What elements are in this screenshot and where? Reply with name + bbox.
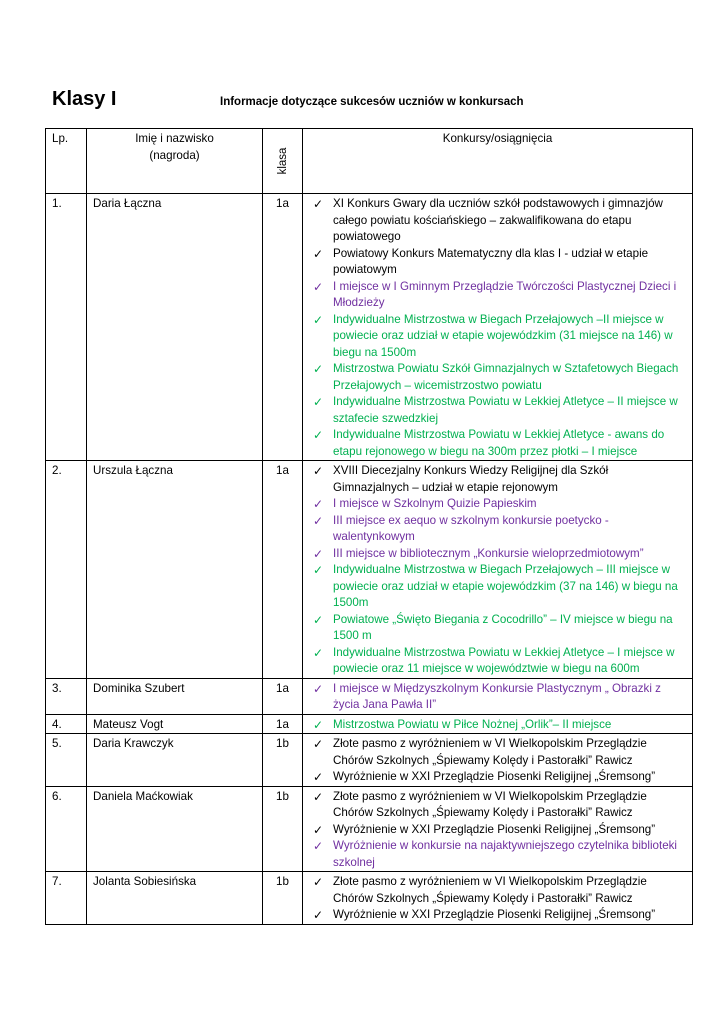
- achievement-item: [309, 681, 686, 714]
- achievements-list: [309, 463, 686, 678]
- row-student-name: Urszula Łączna: [87, 461, 263, 679]
- checkmark-icon: ✓: [313, 395, 324, 409]
- table-header-row: [46, 129, 693, 194]
- row-klasa: 1a: [263, 461, 303, 679]
- achievements-list: [309, 789, 686, 872]
- achievement-item: [309, 838, 686, 871]
- achievement-text: Indywidualne Mistrzostwa Powiatu w Lekkiej Atletyce – I miejsce w powiecie oraz 11 miejsce w województwie w biegu na 600m: [333, 645, 675, 675]
- checkmark-icon: ✓: [313, 464, 324, 478]
- row-student-name: Daria Łączna: [87, 194, 263, 461]
- achievement-text: Wyróżnienie w XXI Przeglądzie Piosenki Religijnej „Śremsong”: [333, 908, 656, 921]
- achievement-item: [309, 907, 686, 924]
- table-row: [46, 678, 693, 714]
- achievement-text: Indywidualne Mistrzostwa Powiatu w Lekkiej Atletyce – II miejsce w sztafecie szwedzkiej: [333, 395, 678, 425]
- achievement-item: [309, 394, 686, 427]
- achievement-text: I miejsce w Szkolnym Quizie Papieskim: [333, 497, 537, 510]
- achievement-text: Mistrzostwa Powiatu Szkół Gimnazjalnych w Sztafetowych Biegach Przełajowych – wicemistrzostwo powiatu: [333, 362, 679, 392]
- row-student-name: Dominika Szubert: [87, 678, 263, 714]
- checkmark-icon: ✓: [313, 822, 324, 837]
- achievements-table: [45, 128, 693, 925]
- checkmark-icon: ✓: [313, 770, 324, 784]
- achievement-text: Złote pasmo z wyróżnieniem w VI Wielkopolskim Przeglądzie Chórów Szkolnych „Śpiewamy Kolędy i Pastorałki” Rawicz: [333, 737, 647, 767]
- row-lp: 1.: [46, 194, 87, 461]
- table-row: [46, 872, 693, 925]
- checkmark-icon: ✓: [313, 875, 324, 889]
- achievement-item: [309, 496, 686, 513]
- achievement-item: [309, 562, 686, 612]
- achievements-list: [309, 717, 686, 734]
- achievement-text: Powiatowe „Święto Biegania z Cocodrillo” – IV miejsce w biegu na 1500 m: [333, 612, 673, 642]
- row-achievements: [303, 194, 693, 461]
- row-achievements: [303, 678, 693, 714]
- checkmark-icon: ✓: [313, 279, 324, 294]
- achievement-text: Wyróżnienie w XXI Przeglądzie Piosenki Religijnej „Śremsong”: [333, 770, 656, 783]
- row-lp: 6.: [46, 786, 87, 872]
- achievement-text: Powiatowy Konkurs Matematyczny dla klas I - udział w etapie powiatowym: [333, 246, 649, 276]
- achievement-text: Wyróżnienie w konkursie na najaktywniejszego czytelnika biblioteki szkolnej: [333, 839, 678, 869]
- checkmark-icon: ✓: [313, 908, 324, 922]
- table-row: [46, 461, 693, 679]
- achievements-list: [309, 736, 686, 786]
- achievement-item: [309, 196, 686, 246]
- achievement-text: Indywidualne Mistrzostwa w Biegach Przełajowych – III miejsce w powiecie oraz udział w etapie wojewódzkim (37 na 146) w biegu na 1500m: [333, 563, 678, 609]
- achievement-text: III miejsce ex aequo w szkolnym konkursie poetycko - walentynkowym: [333, 513, 609, 543]
- achievement-item: [309, 361, 686, 394]
- row-klasa: 1b: [263, 786, 303, 872]
- row-lp: 2.: [46, 461, 87, 679]
- achievement-item: [309, 612, 686, 645]
- row-klasa: 1a: [263, 194, 303, 461]
- achievement-item: [309, 463, 686, 496]
- row-student-name: Mateusz Vogt: [87, 714, 263, 734]
- checkmark-icon: ✓: [313, 246, 324, 261]
- header-lp: Lp.: [46, 129, 87, 194]
- row-lp: 7.: [46, 872, 87, 925]
- checkmark-icon: ✓: [313, 546, 324, 561]
- achievement-text: XVIII Diecezjalny Konkurs Wiedzy Religijnej dla Szkół Gimnazjalnych – udział w etapie rejonowym: [333, 464, 609, 494]
- checkmark-icon: ✓: [313, 717, 324, 732]
- header-name: [87, 129, 263, 194]
- achievement-text: Mistrzostwa Powiatu w Piłce Nożnej „Orlik”– II miejsce: [333, 717, 612, 731]
- achievement-text: Wyróżnienie w XXI Przeglądzie Piosenki Religijnej „Śremsong”: [333, 822, 656, 836]
- row-lp: 3.: [46, 678, 87, 714]
- row-achievements: [303, 872, 693, 925]
- achievement-item: [309, 312, 686, 362]
- achievement-item: [309, 874, 686, 907]
- row-achievements: [303, 734, 693, 787]
- row-student-name: Jolanta Sobiesińska: [87, 872, 263, 925]
- achievement-item: [309, 427, 686, 460]
- row-achievements: [303, 786, 693, 872]
- achievement-text: Indywidualne Mistrzostwa Powiatu w Lekkiej Atletyce - awans do etapu rejonowego w biegu na 300m przez płotki – I miejsce: [333, 428, 665, 458]
- achievements-list: [309, 681, 686, 714]
- table-row: [46, 734, 693, 787]
- checkmark-icon: ✓: [313, 681, 324, 696]
- checkmark-icon: ✓: [313, 428, 324, 442]
- page-heading: [52, 88, 692, 118]
- achievements-list: [309, 196, 686, 460]
- header-konkursy: Konkursy/osiągnięcia: [303, 129, 693, 194]
- row-klasa: 1a: [263, 678, 303, 714]
- achievement-text: Złote pasmo z wyróżnieniem w VI Wielkopolskim Przeglądzie Chórów Szkolnych „Śpiewamy Kolędy i Pastorałki” Rawicz: [333, 875, 647, 905]
- page-title: Klasy I: [52, 88, 117, 110]
- checkmark-icon: ✓: [313, 563, 324, 577]
- header-klasa-text: klasa: [276, 147, 289, 175]
- row-klasa: 1b: [263, 734, 303, 787]
- row-achievements: [303, 714, 693, 734]
- checkmark-icon: ✓: [313, 839, 324, 853]
- row-klasa: 1b: [263, 872, 303, 925]
- checkmark-icon: ✓: [313, 789, 324, 804]
- page-subtitle: Informacje dotyczące sukcesów uczniów w konkursach: [220, 96, 524, 108]
- row-lp: 4.: [46, 714, 87, 734]
- achievement-text: Indywidualne Mistrzostwa w Biegach Przełajowych –II miejsce w powiecie oraz udział w etapie wojewódzkim (31 miejsce na 146) w biegu na 1500m: [333, 312, 673, 359]
- checkmark-icon: ✓: [313, 737, 324, 751]
- checkmark-icon: ✓: [313, 497, 324, 511]
- achievement-item: [309, 246, 686, 279]
- achievement-item: [309, 789, 686, 822]
- checkmark-icon: ✓: [313, 312, 324, 327]
- achievement-text: I miejsce w Międzyszkolnym Konkursie Plastycznym „ Obrazki z życia Jana Pawła II”: [333, 681, 661, 711]
- row-lp: 5.: [46, 734, 87, 787]
- checkmark-icon: ✓: [313, 197, 324, 211]
- row-student-name: Daniela Maćkowiak: [87, 786, 263, 872]
- table-row: [46, 194, 693, 461]
- achievement-item: [309, 546, 686, 563]
- achievement-text: III miejsce w bibliotecznym „Konkursie wieloprzedmiotowym”: [333, 546, 644, 560]
- achievement-item: [309, 736, 686, 769]
- achievement-item: [309, 717, 686, 734]
- achievement-item: [309, 513, 686, 546]
- achievement-item: [309, 645, 686, 678]
- checkmark-icon: ✓: [313, 362, 324, 376]
- achievements-list: [309, 874, 686, 924]
- row-achievements: [303, 461, 693, 679]
- checkmark-icon: ✓: [313, 513, 324, 528]
- table-row: [46, 714, 693, 734]
- checkmark-icon: ✓: [313, 612, 324, 627]
- header-klasa: [263, 129, 303, 194]
- checkmark-icon: ✓: [313, 645, 324, 660]
- achievement-text: Złote pasmo z wyróżnieniem w VI Wielkopolskim Przeglądzie Chórów Szkolnych „Śpiewamy Kolędy i Pastorałki” Rawicz: [333, 789, 647, 819]
- table-row: [46, 786, 693, 872]
- achievement-text: I miejsce w I Gminnym Przeglądzie Twórczości Plastycznej Dzieci i Młodzieży: [333, 279, 677, 309]
- row-klasa: 1a: [263, 714, 303, 734]
- achievement-item: [309, 822, 686, 839]
- achievement-item: [309, 279, 686, 312]
- achievement-item: [309, 769, 686, 786]
- achievement-text: XI Konkurs Gwary dla uczniów szkół podstawowych i gimnazjów całego powiatu kościańskiego – zakwalifikowana do etapu powiatowego: [333, 197, 663, 243]
- header-name-text: Imię i nazwisko (nagroda): [135, 132, 214, 162]
- row-student-name: Daria Krawczyk: [87, 734, 263, 787]
